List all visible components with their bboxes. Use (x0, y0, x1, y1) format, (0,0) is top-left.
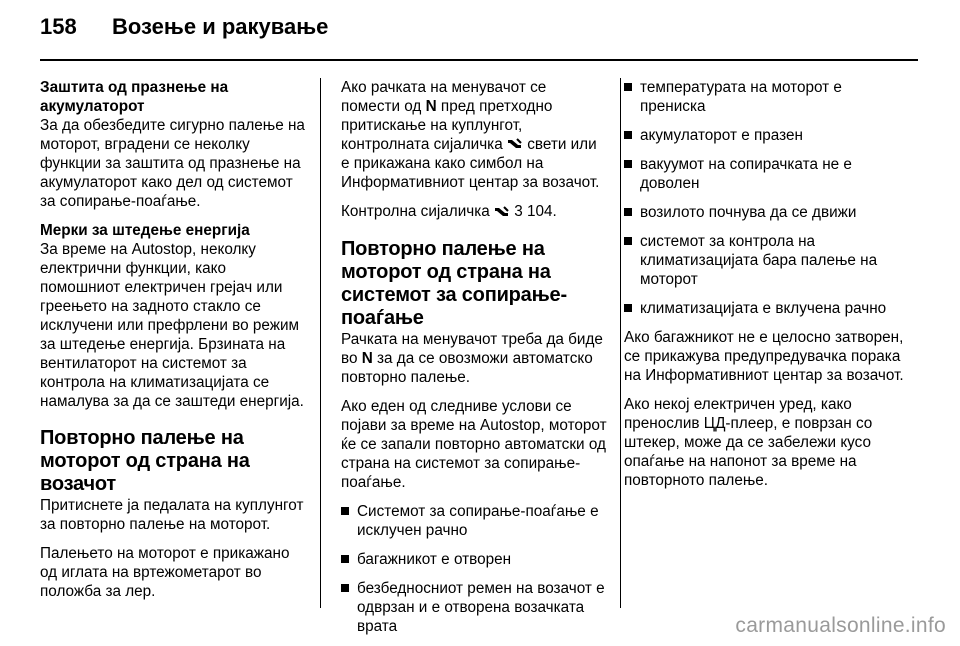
section-heading-energy-saving: Мерки за штедење енергија (40, 222, 250, 239)
gear-n-label: N (361, 349, 373, 367)
paragraph-trunk-warning: Ако багажникот не е целосно затворен, се прикажува предупредувачка порака на Информативниот центар за возачот. (624, 329, 904, 384)
bullet-icon (624, 208, 632, 216)
gear-n-label: N (425, 98, 437, 115)
list-item: Системот за сопирање-поаѓање е исклучен рачно (341, 502, 609, 540)
heading-system-restart: Повторно палење на моторот од страна на системот за сопирање-поаѓање (341, 237, 567, 329)
conditions-list-2 (624, 78, 909, 318)
column-divider-2 (620, 78, 621, 608)
page-number: 158 (40, 14, 77, 39)
paragraph-conditions: Ако еден од следниве услови се појави за време на Autostop, моторот ќе се запали повторно автоматски од страна на системот за сопирање-поаѓање. (341, 397, 607, 491)
heading-driver-restart: Повторно палење на моторот од страна на возачот (40, 427, 250, 495)
bullet-icon (624, 83, 632, 91)
list-item: системот за контрола на климатизацијата бара палење на моторот (624, 232, 909, 289)
list-item: вакуумот на сопирачката не е доволен (624, 155, 909, 193)
page-title: Возење и ракување (112, 14, 329, 39)
section-heading-battery-protection: Заштита од празнење на акумулаторот (40, 79, 229, 115)
gear-shift-indicator-icon (507, 135, 523, 154)
list-item: багажникот е отворен (341, 550, 609, 569)
bullet-icon (624, 131, 632, 139)
bullet-icon (341, 555, 349, 563)
column-3 (624, 78, 909, 500)
bullet-icon (341, 584, 349, 592)
paragraph-energy-saving: За време на Autostop, неколку електрични функции, како помошниот електричен грејач или греењето на задното стакло се исклучени или префрлени во режим за штедење енергија. Брзината на вентилаторот на системот за контрола на климатизацијата се намалува за да се заштеди енергија. (40, 241, 304, 410)
paragraph-indicator-ref: Контролна сијаличка 3 104. (341, 203, 557, 221)
watermark: carmanualsonline.info (735, 614, 946, 637)
paragraph-tachometer: Палењето на моторот е прикажано од иглата на вртежометарот во положба за лер. (40, 545, 290, 600)
paragraph-gear-lever: Ако рачката на менувачот се помести од N пред претходно притискање на куплунгот, контролната сијаличка свети или е прикажана како симбол на Информативниот центар за возачот. (341, 79, 600, 192)
column-2 (341, 78, 609, 646)
list-item: температурата на моторот е прениска (624, 78, 909, 116)
paragraph-lever-neutral: Рачката на менувачот треба да биде во N за да се овозможи автоматско повторно палење. (341, 330, 603, 386)
bullet-icon (341, 507, 349, 515)
bullet-icon (624, 160, 632, 168)
bullet-icon (624, 304, 632, 312)
conditions-list-1 (341, 502, 609, 636)
list-item: безбедносниот ремен на возачот е одврзан и е отворена возачката врата (341, 579, 609, 636)
gear-shift-indicator-icon (494, 203, 510, 222)
paragraph-voltage-drop: Ако некој електричен уред, како пренослив ЦД-плеер, е поврзан со штекер, може да се забележи кусо опаѓање на напонот за време на повторното палење. (624, 396, 873, 489)
paragraph-battery-protection: За да обезбедите сигурно палење на моторот, вградени се неколку функции за заштита од празнење на акумулаторот како дел од системот за сопирање-поаѓање. (40, 117, 305, 210)
column-1 (40, 78, 306, 611)
column-divider-1 (320, 78, 321, 608)
header-divider (40, 59, 918, 61)
list-item: акумулаторот е празен (624, 126, 909, 145)
list-item: климатизацијата е вклучена рачно (624, 299, 909, 318)
paragraph-press-clutch: Притиснете ја педалата на куплунгот за повторно палење на моторот. (40, 497, 304, 533)
bullet-icon (624, 237, 632, 245)
list-item: возилото почнува да се движи (624, 203, 909, 222)
